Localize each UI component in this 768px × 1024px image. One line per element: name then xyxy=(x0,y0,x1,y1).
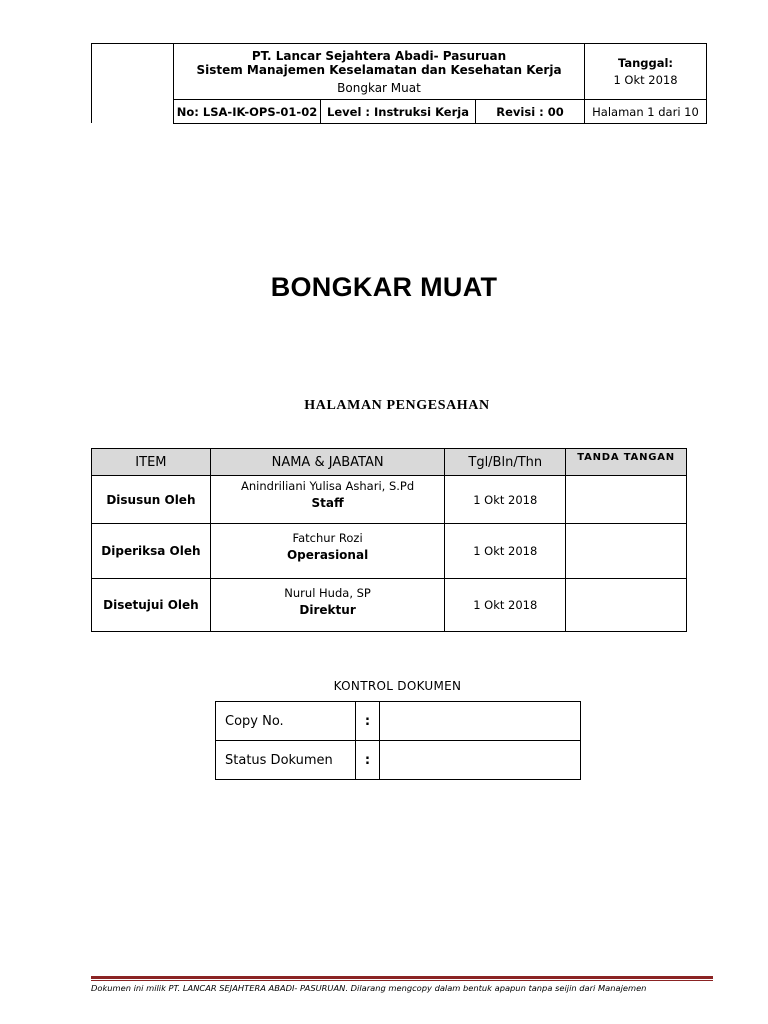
person-name: Nurul Huda, SP xyxy=(284,586,371,600)
row-name-position xyxy=(210,476,445,524)
person-name: Anindriliani Yulisa Ashari, S.Pd xyxy=(241,479,415,493)
row-date: 1 Okt 2018 xyxy=(445,579,566,632)
row-item: Disetujui Oleh xyxy=(92,579,211,632)
logo-cell xyxy=(91,43,174,123)
header-date-cell xyxy=(584,43,707,100)
signature-field xyxy=(566,476,687,524)
row-date: 1 Okt 2018 xyxy=(445,524,566,579)
doc-level: Level : Instruksi Kerja xyxy=(320,99,476,124)
table-row xyxy=(92,524,687,579)
document-title: BONGKAR MUAT xyxy=(270,272,498,302)
doc-number: No: LSA-IK-OPS-01-02 xyxy=(173,99,321,124)
person-position: Operasional xyxy=(286,548,369,562)
row-item: Diperiksa Oleh xyxy=(92,524,211,579)
page-number: Halaman 1 dari 10 xyxy=(584,99,707,124)
col-header-signature: TANDA TANGAN xyxy=(566,449,687,476)
approval-header-row xyxy=(92,449,687,476)
col-header-date: Tgl/Bln/Thn xyxy=(445,449,566,476)
footer-divider xyxy=(91,976,713,979)
person-position: Staff xyxy=(311,496,344,510)
document-control-title: KONTROL DOKUMEN xyxy=(333,679,462,693)
footer-text: Dokumen ini milik PT. LANCAR SEJAHTERA ABADI- PASURUAN. Dilarang mengcopy dalam bentuk apapun tanpa seijin dari Manajemen xyxy=(91,983,647,993)
doc-revision: Revisi : 00 xyxy=(475,99,585,124)
colon: : xyxy=(356,702,380,741)
colon: : xyxy=(356,741,380,780)
person-name: Fatchur Rozi xyxy=(292,531,363,545)
footer-divider-thin xyxy=(91,980,713,981)
document-control-table xyxy=(215,701,581,780)
signature-field xyxy=(566,579,687,632)
person-position: Direktur xyxy=(299,603,356,617)
row-date: 1 Okt 2018 xyxy=(445,476,566,524)
table-row xyxy=(92,579,687,632)
table-row xyxy=(92,476,687,524)
col-header-item: ITEM xyxy=(92,449,211,476)
status-label: Status Dokumen xyxy=(216,741,356,780)
col-header-name: NAMA & JABATAN xyxy=(210,449,445,476)
row-name-position xyxy=(210,524,445,579)
company-name: PT. Lancar Sejahtera Abadi- Pasuruan xyxy=(251,48,507,63)
approval-page-title: HALAMAN PENGESAHAN xyxy=(304,398,490,413)
approval-table xyxy=(91,448,687,632)
date-label: Tanggal: xyxy=(617,55,674,70)
date-value: 1 Okt 2018 xyxy=(613,72,678,87)
header-title-cell xyxy=(173,43,585,100)
copy-no-label: Copy No. xyxy=(216,702,356,741)
table-row xyxy=(216,702,581,741)
doc-name: Bongkar Muat xyxy=(337,80,421,95)
table-row xyxy=(216,741,581,780)
row-item: Disusun Oleh xyxy=(92,476,211,524)
system-name: Sistem Manajemen Keselamatan dan Kesehatan Kerja xyxy=(196,62,562,77)
status-value xyxy=(380,741,581,780)
row-name-position xyxy=(210,579,445,632)
signature-field xyxy=(566,524,687,579)
copy-no-value xyxy=(380,702,581,741)
